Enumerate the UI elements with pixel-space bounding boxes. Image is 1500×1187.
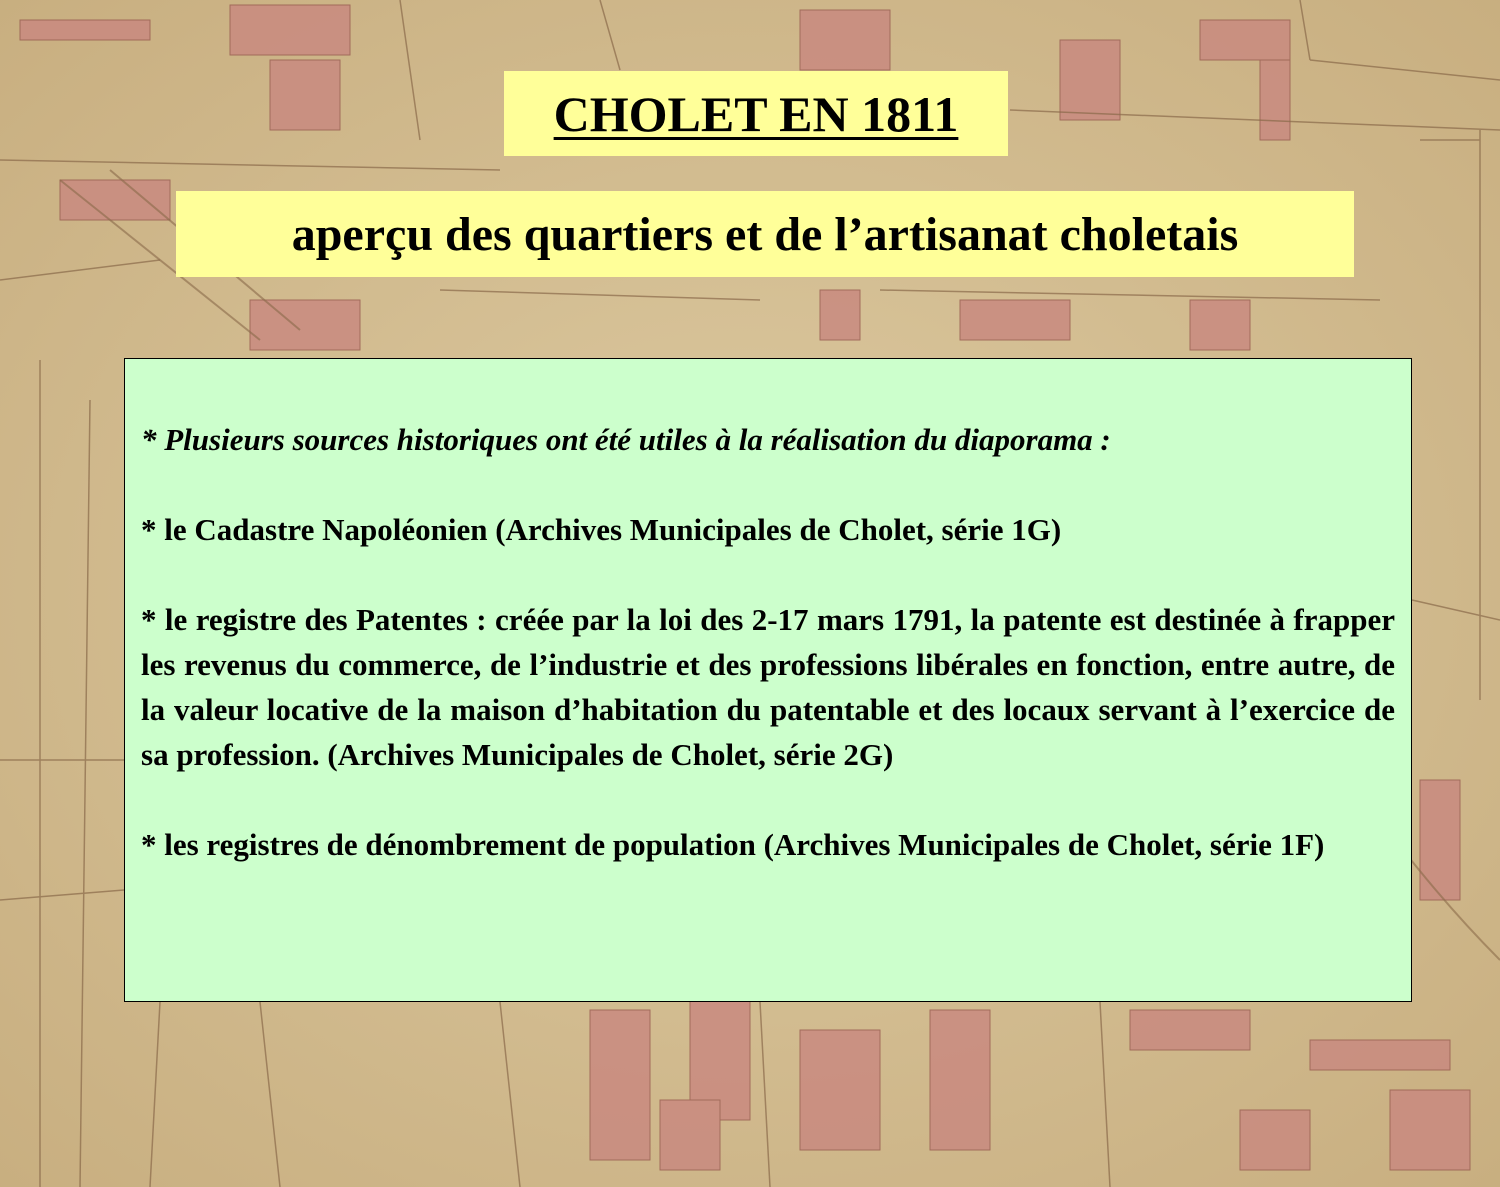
source-cadastre: * le Cadastre Napoléonien (Archives Municipales de Cholet, série 1G)	[141, 512, 1062, 547]
slide-subtitle: aperçu des quartiers et de l’artisanat choletais	[291, 207, 1239, 261]
source-patentes: * le registre des Patentes : créée par la loi des 2-17 mars 1791, la patente est destinée à frapper les revenus du commerce, de l’industrie et des professions libérales en fonction, entre autre, de la valeur locative de la maison d’habitation du patentable et des locaux servant à l’exercice de sa profession. (Archives Municipales de Cholet, série 2G)	[141, 602, 1395, 772]
subtitle-banner	[176, 191, 1354, 277]
slide-title: CHOLET EN 1811	[553, 85, 959, 142]
sources-panel	[124, 358, 1412, 1002]
source-denombrement: * les registres de dénombrement de population (Archives Municipales de Cholet, série 1F)	[141, 827, 1325, 862]
sources-intro: * Plusieurs sources historiques ont été utiles à la réalisation du diaporama :	[141, 422, 1111, 457]
title-banner	[504, 71, 1008, 156]
